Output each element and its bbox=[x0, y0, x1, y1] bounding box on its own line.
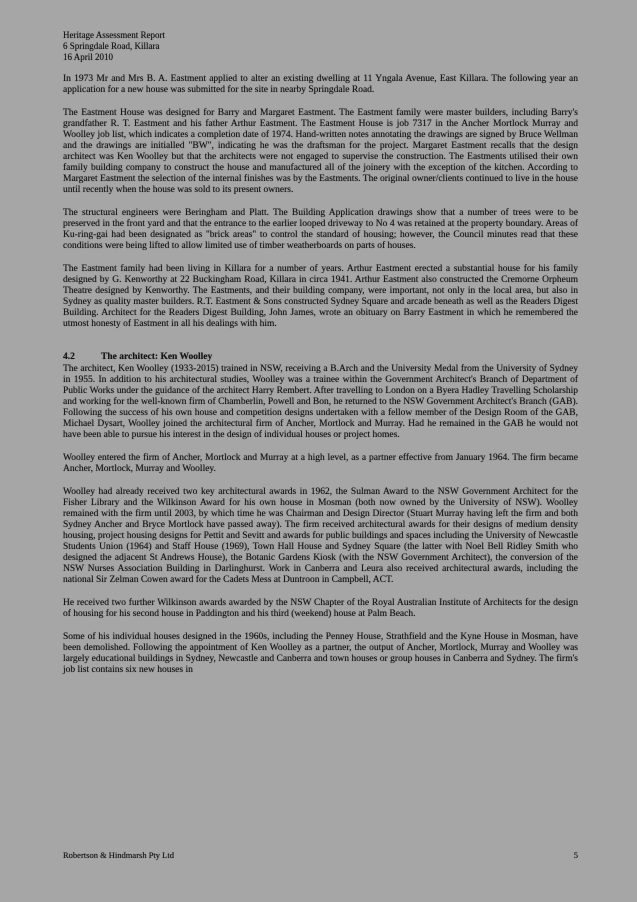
paragraph-woolley-training: The architect, Ken Woolley (1933-2015) trained in NSW, receiving a B.Arch and the University Medal from the University of Sydney in 1955. In addition to his architectural studies, Woolley was a trainee within the Government Architect's Branch of Department of Public Works under the guidance of the architect Harry Rembert. After travelling to London on a Byera Hadley Travelling Scholarship and working for the well-known firm of Chamberlin, Powell and Bon, he returned to the NSW Government Architect's Branch (GAB). Following the success of his own house and competition designs undertaken with a fellow member of the Design Room of the GAB, Michael Dysart, Woolley joined the architectural firm of Ancher, Mortlock and Murray. Had he remained in the GAB he would not have been able to pursue his interest in the design of individual houses or project homes. bbox=[63, 364, 578, 440]
document-body bbox=[63, 74, 578, 676]
section-heading-architect bbox=[63, 352, 578, 363]
report-header bbox=[63, 30, 578, 63]
paragraph-structural-engineers: The structural engineers were Beringham and Platt. The Building Application drawings show that a number of trees were to be preserved in the front yard and that the entrance to the earlier looped driveway to No 4 was retained at the property boundary. Areas of Ku-ring-gai had been designated as "brick areas" to control the standard of housing; however, the Council minutes read that these conditions were being lifted to allow limited use of timber weatherboards on parts of houses. bbox=[63, 208, 578, 251]
paragraph-wilkinson-awards: He received two further Wilkinson awards awarded by the NSW Chapter of the Royal Australian Institute of Architects for the design of housing for his second house in Paddington and his third (weekend) house at Palm Beach. bbox=[63, 598, 578, 619]
footer-page-number: 5 bbox=[573, 850, 578, 860]
paragraph-eastment-family: The Eastment family had been living in Killara for a number of years. Arthur Eastment erected a substantial house for his family designed by G. Kenworthy at 22 Buckingham Road, Killara in circa 1941. Arthur Eastment also constructed the Cremorne Orpheum Theatre designed by Kenworthy. The Eastments, and their building company, were important, not only in the local area, but also in Sydney as quality master builders. R.T. Eastment & Sons constructed Sydney Square and arcade beneath as well as the Readers Digest Building. Architect for the Readers Digest Building, John James, wrote an obituary on Barry Eastment in which he remembered the utmost honesty of Eastment in all his dealings with him. bbox=[63, 264, 578, 329]
paragraph-ba-application: In 1973 Mr and Mrs B. A. Eastment applied to alter an existing dwelling at 11 Yngala Avenue, East Killara. The following year an application for a new house was submitted for the site in nearby Springdale Road. bbox=[63, 74, 578, 95]
report-date: 16 April 2010 bbox=[63, 52, 114, 62]
paragraph-eastment-house-design: The Eastment House was designed for Barry and Margaret Eastment. The Eastment family were master builders, including Barry's grandfather R. T. Eastment and his father Arthur Eastment. The Eastment House is job 7317 in the Ancher Mortlock Murray and Woolley job list, which indicates a completion date of 1974. Hand-written notes annotating the drawings are signed by Bruce Wellman and the drawings are initialled "BW", indicating he was the draftsman for the project. Margaret Eastment recalls that the design architect was Ken Woolley but that the architects were not engaged to supervise the construction. The Eastments utilised their own family building company to construct the house and manufactured all of the joinery with the exception of the kitchen. According to Margaret Eastment the selection of the internal finishes was by the Eastments. The original owner/clients continued to live in the house until recently when the house was sold to its present owners. bbox=[63, 108, 578, 195]
report-address: 6 Springdale Road, Killara bbox=[63, 41, 160, 51]
paragraph-woolley-awards: Woolley had already received two key architectural awards in 1962, the Sulman Award to the NSW Government Architect for the Fisher Library and the Wilkinson Award for his own house in Mosman (both now owned by the University of NSW). Woolley remained with the firm until 2003, by which time he was Chairman and Design Director (Stuart Murray having left the firm and both Sydney Ancher and Bryce Mortlock have passed away). The firm received architectural awards for their designs of medium density housing, project housing designs for Pettit and Sevitt and awards for public buildings and spaces including the University of Newcastle Students Union (1964) and Staff House (1969), Town Hall House and Sydney Square (the latter with Noel Bell Ridley Smith who designed the adjacent St Andrews House), the Botanic Gardens Kiosk (with the NSW Government Architect), the conversion of the NSW Nurses Association Building in Darlinghurst. Work in Canberra and Leura also received architectural awards, including the national Sir Zelman Cowen award for the Cadets Mess at Duntroon in Campbell, ACT. bbox=[63, 487, 578, 585]
page-footer bbox=[63, 850, 578, 861]
paragraph-woolley-partner: Woolley entered the firm of Ancher, Mortlock and Murray at a high level, as a partner effective from January 1964. The firm became Ancher, Mortlock, Murray and Woolley. bbox=[63, 453, 578, 474]
section-title: The architect: Ken Woolley bbox=[101, 352, 213, 362]
paragraph-demolished-houses: Some of his individual houses designed in the 1960s, including the Penney House, Strathfield and the Kyne House in Mosman, have been demolished. Following the appointment of Ken Woolley as a partner, the output of Ancher, Mortlock, Murray and Woolley was largely educational buildings in Sydney, Newcastle and Canberra and town houses or group houses in Canberra and Sydney. The firm's job list contains six new houses in bbox=[63, 632, 578, 675]
section-number: 4.2 bbox=[63, 352, 75, 362]
report-title: Heritage Assessment Report bbox=[63, 30, 165, 40]
footer-company: Robertson & Hindmarsh Pty Ltd bbox=[63, 850, 174, 860]
